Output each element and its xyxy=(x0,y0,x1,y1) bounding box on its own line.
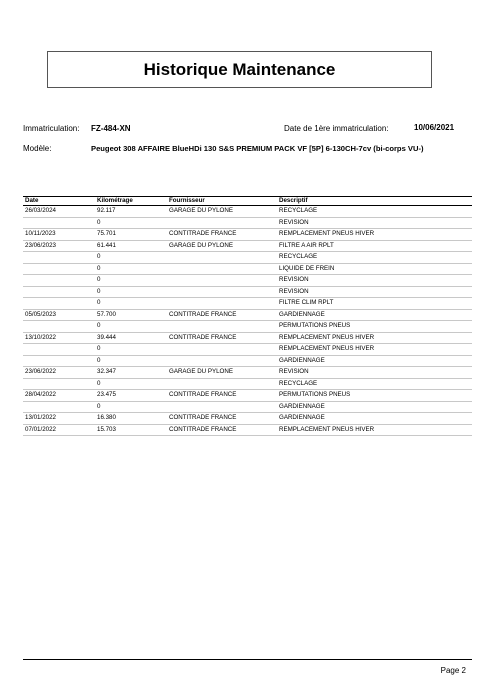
table-body xyxy=(23,206,472,436)
table-row xyxy=(23,298,472,310)
cell-descriptif: GARDIENNAGE xyxy=(277,401,472,413)
cell-date: 23/06/2023 xyxy=(23,240,95,252)
cell-fournisseur: CONTITRADE FRANCE xyxy=(167,229,277,241)
cell-date xyxy=(23,298,95,310)
cell-date xyxy=(23,217,95,229)
first-registration-label: Date de 1ère immatriculation: xyxy=(284,124,389,133)
cell-descriptif: REVISION xyxy=(277,275,472,287)
cell-kilometrage: 0 xyxy=(95,298,167,310)
cell-kilometrage: 15.703 xyxy=(95,424,167,436)
table-row xyxy=(23,321,472,333)
cell-fournisseur xyxy=(167,298,277,310)
column-header-kilometrage: Kilométrage xyxy=(95,197,167,206)
cell-kilometrage: 0 xyxy=(95,286,167,298)
footer-divider xyxy=(23,659,472,660)
cell-descriptif: GARDIENNAGE xyxy=(277,309,472,321)
cell-date: 13/10/2022 xyxy=(23,332,95,344)
cell-kilometrage: 0 xyxy=(95,344,167,356)
table-row xyxy=(23,413,472,425)
cell-date xyxy=(23,321,95,333)
cell-fournisseur: CONTITRADE FRANCE xyxy=(167,424,277,436)
cell-descriptif: GARDIENNAGE xyxy=(277,413,472,425)
cell-descriptif: REMPLACEMENT PNEUS HIVER xyxy=(277,332,472,344)
cell-fournisseur xyxy=(167,252,277,264)
table-header-row xyxy=(23,197,472,206)
cell-fournisseur: GARAGE DU PYLONE xyxy=(167,240,277,252)
cell-fournisseur xyxy=(167,344,277,356)
cell-date: 23/06/2022 xyxy=(23,367,95,379)
table-row xyxy=(23,240,472,252)
table-row xyxy=(23,424,472,436)
cell-kilometrage: 0 xyxy=(95,275,167,287)
column-header-date: Date xyxy=(23,197,95,206)
table-row xyxy=(23,206,472,218)
page-title: Historique Maintenance xyxy=(143,59,336,79)
cell-fournisseur: CONTITRADE FRANCE xyxy=(167,332,277,344)
model-label: Modèle: xyxy=(23,144,52,153)
cell-kilometrage: 92.117 xyxy=(95,206,167,218)
cell-fournisseur: CONTITRADE FRANCE xyxy=(167,390,277,402)
cell-descriptif: PERMUTATIONS PNEUS xyxy=(277,321,472,333)
cell-fournisseur xyxy=(167,217,277,229)
table-row xyxy=(23,378,472,390)
cell-date xyxy=(23,275,95,287)
maintenance-table xyxy=(23,196,472,436)
cell-kilometrage: 0 xyxy=(95,321,167,333)
cell-kilometrage: 39.444 xyxy=(95,332,167,344)
cell-fournisseur xyxy=(167,286,277,298)
cell-kilometrage: 0 xyxy=(95,217,167,229)
cell-fournisseur: GARAGE DU PYLONE xyxy=(167,206,277,218)
table-row xyxy=(23,252,472,264)
cell-kilometrage: 0 xyxy=(95,252,167,264)
immatriculation-value: FZ-484-XN xyxy=(91,124,131,133)
cell-fournisseur xyxy=(167,263,277,275)
cell-fournisseur xyxy=(167,355,277,367)
table-row xyxy=(23,275,472,287)
cell-date xyxy=(23,263,95,275)
cell-descriptif: REVISION xyxy=(277,367,472,379)
cell-descriptif: RECYCLAGE xyxy=(277,252,472,264)
table-row xyxy=(23,229,472,241)
cell-descriptif: PERMUTATIONS PNEUS xyxy=(277,390,472,402)
table-row xyxy=(23,263,472,275)
cell-descriptif: REVISION xyxy=(277,217,472,229)
cell-date: 28/04/2022 xyxy=(23,390,95,402)
cell-descriptif: REMPLACEMENT PNEUS HIVER xyxy=(277,424,472,436)
cell-date: 10/11/2023 xyxy=(23,229,95,241)
table-row xyxy=(23,367,472,379)
cell-date: 26/03/2024 xyxy=(23,206,95,218)
cell-fournisseur xyxy=(167,275,277,287)
cell-kilometrage: 75.701 xyxy=(95,229,167,241)
table-row xyxy=(23,217,472,229)
cell-fournisseur xyxy=(167,401,277,413)
table-row xyxy=(23,344,472,356)
table-row xyxy=(23,390,472,402)
cell-fournisseur: GARAGE DU PYLONE xyxy=(167,367,277,379)
cell-descriptif: FILTRE A AIR RPLT xyxy=(277,240,472,252)
cell-fournisseur xyxy=(167,378,277,390)
cell-descriptif: REVISION xyxy=(277,286,472,298)
cell-date xyxy=(23,252,95,264)
table-row xyxy=(23,309,472,321)
cell-kilometrage: 32.347 xyxy=(95,367,167,379)
cell-kilometrage: 0 xyxy=(95,355,167,367)
cell-kilometrage: 16.380 xyxy=(95,413,167,425)
maintenance-table-container xyxy=(23,196,472,436)
cell-date xyxy=(23,355,95,367)
model-value: Peugeot 308 AFFAIRE BlueHDi 130 S&S PREMIUM PACK VF [5P] 6-130CH-7cv (bi-corps VU-) xyxy=(91,144,424,153)
cell-kilometrage: 0 xyxy=(95,378,167,390)
cell-date xyxy=(23,378,95,390)
cell-fournisseur xyxy=(167,321,277,333)
table-row xyxy=(23,286,472,298)
cell-date xyxy=(23,401,95,413)
immatriculation-label: Immatriculation: xyxy=(23,124,80,133)
cell-kilometrage: 23.475 xyxy=(95,390,167,402)
cell-date xyxy=(23,286,95,298)
cell-descriptif: LIQUIDE DE FREIN xyxy=(277,263,472,275)
cell-kilometrage: 0 xyxy=(95,263,167,275)
table-row xyxy=(23,355,472,367)
cell-descriptif: GARDIENNAGE xyxy=(277,355,472,367)
cell-date: 07/01/2022 xyxy=(23,424,95,436)
cell-descriptif: FILTRE CLIM RPLT xyxy=(277,298,472,310)
cell-date: 05/05/2023 xyxy=(23,309,95,321)
column-header-fournisseur: Fournisseur xyxy=(167,197,277,206)
table-row xyxy=(23,332,472,344)
cell-descriptif: RECYCLAGE xyxy=(277,206,472,218)
column-header-descriptif: Descriptif xyxy=(277,197,472,206)
cell-descriptif: REMPLACEMENT PNEUS HIVER xyxy=(277,344,472,356)
page-number: Page 2 xyxy=(440,666,466,675)
cell-descriptif: RECYCLAGE xyxy=(277,378,472,390)
cell-fournisseur: CONTITRADE FRANCE xyxy=(167,413,277,425)
table-row xyxy=(23,401,472,413)
cell-kilometrage: 57.700 xyxy=(95,309,167,321)
cell-kilometrage: 61.441 xyxy=(95,240,167,252)
first-registration-value: 10/06/2021 xyxy=(414,123,455,132)
cell-date: 13/01/2022 xyxy=(23,413,95,425)
title-box xyxy=(47,51,432,88)
cell-date xyxy=(23,344,95,356)
cell-fournisseur: CONTITRADE FRANCE xyxy=(167,309,277,321)
cell-descriptif: REMPLACEMENT PNEUS HIVER xyxy=(277,229,472,241)
cell-kilometrage: 0 xyxy=(95,401,167,413)
